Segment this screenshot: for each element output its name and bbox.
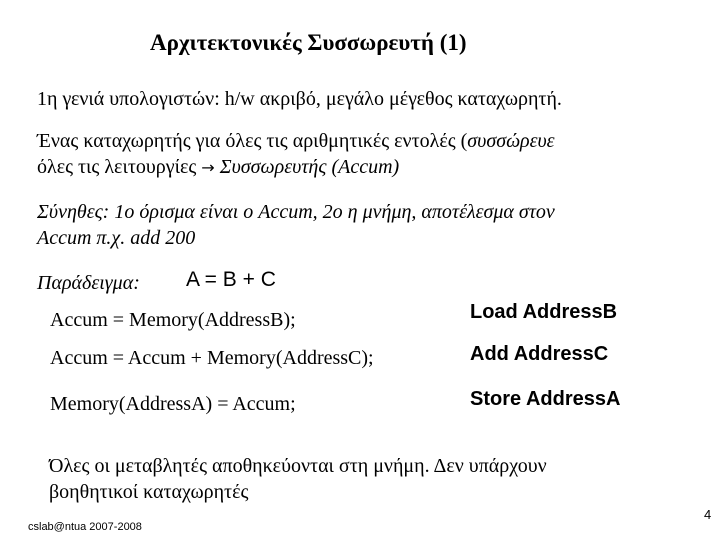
code-line: Accum = Accum + Memory(AddressC);	[50, 347, 374, 369]
single-register-text-line1	[37, 130, 555, 153]
single-register-text-line2	[37, 156, 399, 179]
accumulate-term: συσσώρευε	[467, 130, 555, 152]
slide-title: Αρχιτεκτονικές Συσσωρευτή (1)	[150, 30, 467, 55]
single-register-text: Ένας καταχωρητής για όλες τις αριθμητικές εντολές (	[37, 130, 468, 152]
footer-text: cslab@ntua 2007-2008	[28, 521, 142, 533]
accumulator-term: Συσσωρευτής (Accum)	[214, 156, 400, 178]
code-line: Accum = Memory(AddressB);	[50, 309, 296, 331]
example-label: Παράδειγμα:	[37, 272, 140, 294]
example-formula: A = B + C	[186, 268, 276, 291]
memory-variables-text-line2: βοηθητικοί καταχωρητές	[49, 481, 249, 503]
page-number: 4	[704, 507, 712, 522]
memory-variables-text-line1: Όλες οι μεταβλητές αποθηκεύονται στη μνήμη. Δεν υπάρχουν	[49, 455, 547, 477]
assembly-instruction: Add AddressC	[470, 343, 609, 365]
all-operations-text: όλες τις λειτουργίες	[37, 156, 202, 178]
usual-form-text-line1: Σύνηθες: 1ο όρισμα είναι ο Accum, 2ο η μνήμη, αποτέλεσμα στον	[37, 201, 555, 223]
right-arrow-icon: →	[201, 158, 215, 177]
usual-form-text-line2: Accum π.χ. add 200	[37, 227, 196, 249]
first-generation-text: 1η γενιά υπολογιστών: h/w ακριβό, μεγάλο μέγεθος καταχωρητή.	[37, 88, 562, 110]
assembly-instruction: Store AddressA	[470, 388, 621, 410]
code-line: Memory(AddressA) = Accum;	[50, 393, 296, 415]
assembly-instruction: Load AddressB	[470, 301, 618, 323]
